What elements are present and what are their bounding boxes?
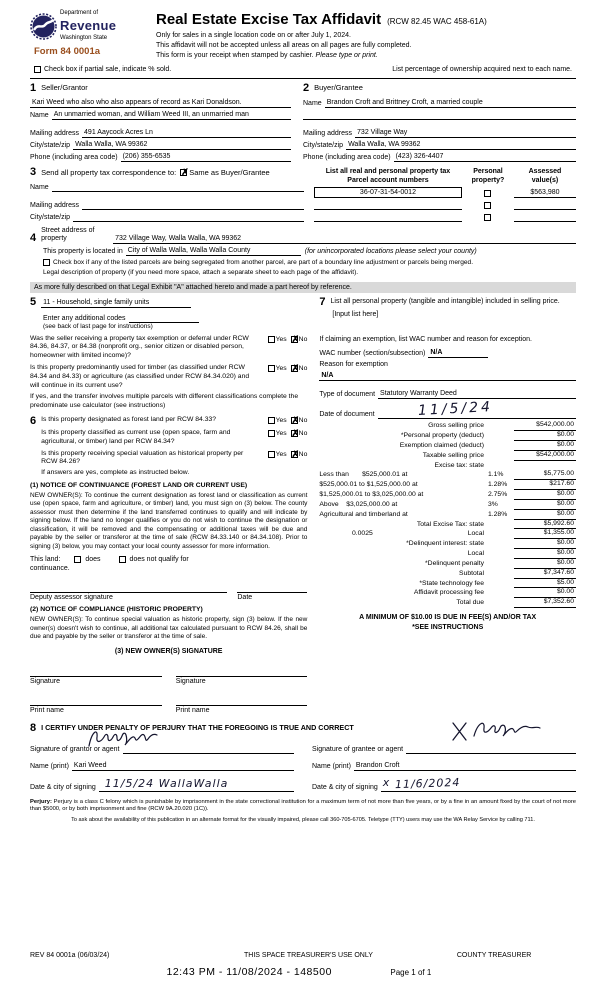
partial-sale-row bbox=[34, 65, 576, 74]
s6-question-1: Is this property designated as forest land per RCW 84.33? bbox=[41, 416, 217, 424]
treasurer-stamp: 12:43 PM - 11/08/2024 - 148500 bbox=[166, 966, 332, 978]
parcel-row bbox=[314, 198, 576, 210]
wac-number-input[interactable]: N/A bbox=[428, 348, 488, 358]
personal-property-label: List all personal property (tangible and intangible) included in selling price. bbox=[330, 298, 560, 306]
seller-mailing-input[interactable]: 491 Aaycock Acres Ln bbox=[82, 128, 291, 138]
fin-label: *Delinquent penalty bbox=[425, 559, 484, 567]
fin-label: Gross selling price bbox=[428, 422, 484, 430]
grantor-signature-input[interactable] bbox=[123, 745, 294, 754]
corr-mailing-input[interactable] bbox=[82, 201, 304, 210]
fin-tier-label: Less than $525,000.01 at bbox=[319, 471, 408, 479]
fin-value[interactable]: $0.00 bbox=[514, 431, 576, 441]
reason-exemption-input[interactable]: N/A bbox=[319, 371, 576, 381]
header-note-1: Only for sales in a single location code on or after July 1, 2024. bbox=[156, 31, 351, 39]
parcel-number-cell[interactable] bbox=[314, 201, 462, 210]
yes-label: Yes bbox=[275, 417, 287, 425]
deputy-date-label: Date bbox=[237, 594, 253, 602]
fin-rate: 1.28% bbox=[487, 481, 508, 489]
dor-logo-block bbox=[30, 10, 150, 60]
assessed-value-cell[interactable] bbox=[514, 221, 576, 222]
fin-label: Local bbox=[467, 530, 484, 538]
buyer-mailing-input[interactable]: 732 Village Way bbox=[355, 128, 576, 138]
send-correspondence-label: Send all property tax correspondence to: bbox=[41, 167, 177, 177]
logo-state-text: Washington State bbox=[60, 34, 108, 41]
fin-value[interactable]: $542,000.00 bbox=[514, 421, 576, 431]
located-in-input[interactable]: City of Walla Walla, Walla Walla County bbox=[126, 246, 301, 256]
fin-label: *Delinquent interest: state bbox=[406, 540, 484, 548]
parcel-number-cell[interactable] bbox=[314, 213, 462, 222]
no-label: No bbox=[298, 364, 308, 372]
fin-value[interactable]: $5,992.60 bbox=[514, 520, 576, 530]
notice-continuance-title: (1) NOTICE OF CONTINUANCE (FOREST LAND OR CURRENT USE) bbox=[30, 482, 248, 490]
s6-q1-no-checkbox[interactable] bbox=[291, 417, 298, 424]
signature-label: Signature bbox=[175, 677, 206, 685]
notice-continuance-body: NEW OWNER(S): To continue the current designation as forest land or classification as current use (open space, farm and agriculture, or timber) land, you must sign on (3) below. The county assessor must then determine if the land transferred continues to qualify and will indicate by signing below. If the land no longer qualifies or you do not wish to continue the designation or classification, it will be removed and the compensating or additional taxes will be due and payable by the seller or transferor at the time of sale (RCW 84.33.140 or 84.34.108). Prior to signing (3) below, you may contact your local county assessor for more information. bbox=[30, 491, 308, 550]
s6-question-2: Is this property classified as current use (open space, farm and agricultural, or timber) land per RCW 84.34? bbox=[41, 428, 231, 445]
fin-tier-label: Above $3,025,000.00 at bbox=[319, 500, 398, 508]
deputy-assessor-signature-input[interactable] bbox=[30, 583, 227, 593]
fin-label: Taxable selling price bbox=[422, 451, 484, 459]
seller-city-label: City/state/zip bbox=[30, 141, 71, 149]
county-treasurer-label: COUNTY TREASURER bbox=[456, 951, 532, 959]
this-land-label: This land: bbox=[30, 555, 61, 563]
exemption-label: If claiming an exemption, list WAC number and reason for exception. bbox=[319, 336, 532, 344]
parcel-row bbox=[314, 186, 576, 198]
section-property-address bbox=[30, 227, 576, 278]
same-as-buyer-checkbox[interactable] bbox=[180, 169, 187, 176]
corr-city-input[interactable] bbox=[73, 213, 304, 222]
treasurer-space-label: THIS SPACE TREASURER'S USE ONLY bbox=[243, 951, 373, 959]
same-as-buyer-label: Same as Buyer/Grantee bbox=[189, 167, 270, 177]
assessed-value-cell[interactable]: $563,980 bbox=[514, 188, 576, 198]
rcw-reference: (RCW 82.45 WAC 458-61A) bbox=[387, 17, 487, 26]
grantor-date-city-label: Date & city of signing bbox=[30, 783, 96, 791]
grantee-date-city-label: Date & city of signing bbox=[312, 783, 378, 791]
section-buyer bbox=[303, 83, 576, 162]
perjury-notice: Perjury: Perjury is a class C felony which is punishable by imprisonment in the state correctional institution for a maximum term of not more than five years, or by a fine in an amount fixed by the court of not more than $5000, or by both imprisonment and fine (RCW 9A.20.020 (1C)). bbox=[30, 798, 576, 813]
local-rate: 0.0025 bbox=[351, 530, 373, 538]
corr-name-input[interactable] bbox=[52, 183, 304, 192]
deputy-date-input[interactable] bbox=[237, 583, 307, 593]
s6-q2-yes-checkbox[interactable] bbox=[268, 430, 275, 437]
page-number: Page 1 of 1 bbox=[390, 968, 432, 977]
partial-sale-checkbox[interactable] bbox=[34, 66, 41, 73]
buyer-mailing-label: Mailing address bbox=[303, 129, 353, 137]
land-does-not-checkbox[interactable] bbox=[119, 556, 126, 563]
fin-label: Total due bbox=[456, 599, 484, 607]
s6-answers-note: If answers are yes, complete as instructed below. bbox=[41, 469, 190, 477]
s5-q2-no-checkbox[interactable] bbox=[291, 365, 298, 372]
owner-signature-2-input[interactable] bbox=[176, 667, 308, 677]
fin-value[interactable]: $7,352.60 bbox=[514, 598, 576, 608]
grantor-date-city-handwritten: 11/5/24 WallaWalla bbox=[104, 776, 229, 790]
page-title: Real Estate Excise Tax Affidavit bbox=[156, 11, 382, 28]
segregated-checkbox[interactable] bbox=[43, 259, 50, 266]
logo-revenue-text: Revenue bbox=[60, 17, 117, 33]
fin-rate: 1.28% bbox=[487, 510, 508, 518]
fin-label: *State technology fee bbox=[419, 579, 484, 587]
seller-mailing-label: Mailing address bbox=[30, 129, 80, 137]
section-2-number: 2 bbox=[303, 81, 310, 94]
fin-value[interactable]: $1,355.00 bbox=[514, 529, 576, 539]
section-3-number: 3 bbox=[30, 165, 37, 178]
seller-name-label: Name bbox=[30, 111, 49, 119]
deputy-assessor-signature-label: Deputy assessor signature bbox=[30, 594, 113, 602]
yes-label: Yes bbox=[275, 450, 287, 458]
street-address-input[interactable]: 732 Village Way, Walla Walla, WA 99362 bbox=[113, 234, 576, 244]
fin-tier-label: Agricultural and timberland at bbox=[319, 510, 408, 518]
parcel-row bbox=[314, 210, 576, 222]
certify-text: I CERTIFY UNDER PENALTY OF PERJURY THAT THE FOREGOING IS TRUE AND CORRECT bbox=[41, 722, 354, 732]
fin-value[interactable]: $0.00 bbox=[514, 510, 576, 520]
s6-q3-no-checkbox[interactable] bbox=[291, 451, 298, 458]
s5-predominate-note: If yes, and the transfer involves multiple parcels with different classifications complete the predominate use calculator (see instructions) bbox=[30, 393, 299, 410]
revenue-logo-icon bbox=[30, 13, 57, 40]
section-personal-property bbox=[319, 297, 576, 308]
buyer-name-input[interactable]: Brandon Croft and Brittney Croft, a married couple bbox=[325, 98, 576, 108]
type-of-document-label: Type of document bbox=[319, 391, 376, 399]
grantor-name-print-input[interactable]: Kari Weed bbox=[72, 761, 294, 771]
s6-q3-yes-checkbox[interactable] bbox=[268, 451, 275, 458]
print-name-label: Print name bbox=[175, 706, 210, 714]
section-land-use bbox=[30, 297, 307, 411]
section-6-number: 6 bbox=[30, 415, 37, 428]
form-header bbox=[30, 10, 576, 60]
fin-value[interactable]: $542,000.00 bbox=[514, 451, 576, 461]
reason-exemption-label: Reason for exemption bbox=[319, 361, 388, 369]
fin-value[interactable]: $0.00 bbox=[514, 549, 576, 559]
minimum-fee-note: A MINIMUM OF $10.00 IS DUE IN FEE(S) AND/OR TAX bbox=[359, 614, 537, 622]
fin-value[interactable]: $0.00 bbox=[514, 490, 576, 500]
additional-codes-label: Enter any additional codes bbox=[43, 314, 126, 322]
buyer-city-input[interactable]: Walla Walla, WA 99362 bbox=[346, 140, 576, 150]
segregated-label: Check box if any of the listed parcels are being segregated from another parcel, are part of a boundary line adjustment or parcels being merged. bbox=[53, 258, 474, 266]
s5-q2-yes-checkbox[interactable] bbox=[268, 365, 275, 372]
yes-label: Yes bbox=[275, 335, 287, 343]
form-revision: REV 84 0001a (06/03/24) bbox=[30, 951, 110, 959]
assessed-value-cell[interactable] bbox=[514, 209, 576, 210]
personal-property-col-header: Personal property? bbox=[471, 167, 505, 184]
grantor-signature-label: Signature of grantor or agent bbox=[30, 745, 120, 753]
legal-exhibit-text: As more fully described on that Legal Exhibit "A" attached hereto and made a part hereof by reference. bbox=[30, 282, 576, 293]
personal-property-checkbox[interactable] bbox=[484, 202, 491, 209]
fin-rate: 2.75% bbox=[487, 491, 508, 499]
fin-value[interactable]: $7,347.60 bbox=[514, 569, 576, 579]
fin-value[interactable]: $0.00 bbox=[514, 539, 576, 549]
seller-phone-input[interactable]: (206) 355-6535 bbox=[121, 152, 291, 162]
section-7-number: 7 bbox=[319, 296, 326, 309]
ownership-percentage-label: List percentage of ownership acquired next to each name. bbox=[392, 65, 572, 73]
grantee-signature bbox=[448, 718, 568, 744]
does-label: does bbox=[85, 555, 101, 563]
located-in-label: This property is located in bbox=[43, 247, 123, 255]
seller-record-line-input[interactable]: Kari Weed who also who also appears of record as Kari Donaldson. bbox=[30, 98, 291, 108]
s5-q1-yes-checkbox[interactable] bbox=[268, 336, 275, 343]
s6-q1-yes-checkbox[interactable] bbox=[268, 417, 275, 424]
accessibility-note: To ask about the availability of this publication in an alternate format for the visually impaired, please call 360-705-6705. Teletype (TTY) users may use the WA Relay Service by calling 711. bbox=[71, 816, 535, 823]
s5-question-1: Was the seller receiving a property tax exemption or deferral under RCW 84.36, 84.37, or 84.38 (nonprofit org., senior citizen or disabled person, homeowner with limited income)? bbox=[30, 334, 249, 360]
grantee-x-mark: x bbox=[382, 775, 391, 789]
buyer-phone-input[interactable]: (423) 326-4407 bbox=[394, 152, 576, 162]
section-tax-correspondence bbox=[30, 167, 576, 222]
section-4-number: 4 bbox=[30, 231, 37, 244]
section-1-number: 1 bbox=[30, 81, 37, 94]
date-of-document-handwritten: 11/5/24 bbox=[417, 399, 493, 420]
parcel-col-header: List all real and personal property tax Parcel account numbers bbox=[325, 167, 451, 184]
personal-property-checkbox[interactable] bbox=[484, 190, 491, 197]
parcel-number-cell[interactable]: 36-07-31-54-0012 bbox=[314, 187, 462, 198]
fin-value[interactable]: $5,775.00 bbox=[514, 470, 576, 480]
grantee-date-city-handwritten: 11/6/2024 bbox=[394, 775, 461, 791]
no-label: No bbox=[298, 417, 308, 425]
seller-title: Seller/Grantor bbox=[41, 82, 88, 92]
fin-label: Subtotal bbox=[459, 569, 484, 577]
fin-label: Local bbox=[467, 550, 484, 558]
grantor-name-print-label: Name (print) bbox=[30, 762, 69, 770]
grantee-signature-input[interactable] bbox=[406, 745, 576, 754]
section-8-number: 8 bbox=[30, 721, 37, 734]
fin-rate: 1.1% bbox=[487, 471, 504, 479]
page-footer bbox=[30, 951, 576, 982]
header-divider bbox=[30, 78, 576, 79]
notice-compliance-title: (2) NOTICE OF COMPLIANCE (HISTORIC PROPERTY) bbox=[30, 606, 203, 614]
fin-label: Total Excise Tax: state bbox=[416, 520, 484, 528]
additional-codes-input[interactable] bbox=[129, 314, 199, 323]
no-label: No bbox=[298, 429, 308, 437]
owner-printname-1-input[interactable] bbox=[30, 696, 162, 706]
seller-name-input[interactable]: An unmarried woman, and William Weed III, an unmarried man bbox=[52, 110, 291, 120]
fin-label: *Personal property (deduct) bbox=[400, 432, 484, 440]
no-label: No bbox=[298, 335, 308, 343]
corr-name-label: Name bbox=[30, 183, 49, 191]
notice-compliance-body: NEW OWNER(S): To continue special valuation as historic property, sign (3) below. If the new owner(s) doesn't wish to continue, all additional tax calculated pursuant to RCW 84.26, shall be due and payable by the seller or transferor at the time of sale. bbox=[30, 616, 308, 640]
fin-value[interactable]: $0.00 bbox=[514, 500, 576, 510]
fin-value[interactable]: $0.00 bbox=[514, 559, 576, 569]
wac-number-label: WAC number (section/subsection) bbox=[319, 350, 426, 358]
located-in-note: (for unincorporated locations please select your county) bbox=[304, 247, 477, 255]
type-of-document-input[interactable]: Statutory Warranty Deed bbox=[378, 389, 576, 399]
fin-label: Affidavit processing fee bbox=[413, 589, 484, 597]
land-use-code-input[interactable]: 11 - Household, single family units bbox=[41, 298, 191, 308]
new-owners-signature-title: (3) NEW OWNER(S) SIGNATURE bbox=[114, 648, 223, 656]
fin-label: Excise tax: state bbox=[434, 461, 484, 469]
grantee-name-print-label: Name (print) bbox=[312, 762, 351, 770]
seller-phone-label: Phone (including area code) bbox=[30, 153, 118, 161]
buyer-title: Buyer/Grantee bbox=[314, 82, 363, 92]
grantee-date-city-input[interactable] bbox=[381, 775, 576, 792]
no-label: No bbox=[298, 450, 308, 458]
owner-printname-2-input[interactable] bbox=[176, 696, 308, 706]
date-of-document-input[interactable] bbox=[378, 399, 576, 420]
s6-question-3: Is this property receiving special valuation as historical property per RCW 84.26? bbox=[41, 449, 244, 466]
fin-value[interactable]: $0.00 bbox=[514, 441, 576, 451]
does-not-label: does not qualify for bbox=[129, 555, 189, 563]
section-certification bbox=[30, 723, 576, 792]
grantee-name-print-input[interactable]: Brandon Croft bbox=[354, 761, 576, 771]
seller-city-input[interactable]: Walla Walla, WA 99362 bbox=[73, 140, 291, 150]
grantor-date-city-input[interactable] bbox=[99, 776, 294, 792]
continuance-label: continuance. bbox=[30, 565, 70, 573]
buyer-city-label: City/state/zip bbox=[303, 141, 344, 149]
section-5-number: 5 bbox=[30, 296, 37, 309]
codes-instructions-note: (see back of last page for instructions) bbox=[43, 323, 153, 331]
header-note-3: This form is your receipt when stamped by cashier. Please type or print. bbox=[156, 51, 378, 59]
land-does-checkbox[interactable] bbox=[74, 556, 81, 563]
grantee-signature-label: Signature of grantee or agent bbox=[312, 745, 404, 753]
legal-description-label: Legal description of property (if you need more space, attach a separate sheet to each page of the affidavit). bbox=[43, 269, 359, 277]
yes-label: Yes bbox=[275, 429, 287, 437]
assessed-value-col-header: Assessed value(s) bbox=[528, 167, 562, 184]
personal-property-checkbox[interactable] bbox=[484, 214, 491, 221]
buyer-name-label: Name bbox=[303, 99, 322, 107]
corr-mailing-label: Mailing address bbox=[30, 201, 80, 209]
fin-label: Exemption claimed (deduct) bbox=[399, 442, 484, 449]
fin-value[interactable]: $217.60 bbox=[514, 480, 576, 490]
see-instructions-note: *SEE INSTRUCTIONS bbox=[412, 624, 484, 632]
s6-q2-no-checkbox[interactable] bbox=[291, 430, 298, 437]
corr-city-label: City/state/zip bbox=[30, 213, 71, 221]
fin-rate: 3% bbox=[487, 500, 498, 508]
fin-tier-label: $525,000.01 to $1,525,000.00 at bbox=[319, 481, 418, 489]
header-note-2: This affidavit will not be accepted unless all areas on all pages are fully completed. bbox=[156, 41, 412, 49]
logo-dept-text: Department of bbox=[60, 10, 99, 16]
s5-question-2: Is this property predominantly used for timber (as classified under RCW 84.34 and 84.33) or agriculture (as classified under RCW 84.34.020) and will continue in its current use? bbox=[30, 363, 250, 389]
street-address-label: Street address of property bbox=[41, 227, 95, 243]
partial-sale-label: Check box if partial sale, indicate % sold. bbox=[44, 65, 172, 73]
owner-signature-1-input[interactable] bbox=[30, 667, 162, 677]
fin-tier-label: $1,525,000.01 to $3,025,000.00 at bbox=[319, 491, 424, 499]
print-name-label: Print name bbox=[30, 706, 64, 714]
personal-property-list-input[interactable]: [Input list here] bbox=[332, 311, 379, 319]
parcel-table bbox=[314, 167, 576, 222]
buyer-phone-label: Phone (including area code) bbox=[303, 153, 391, 161]
buyer-name2-input[interactable] bbox=[303, 111, 576, 120]
section-seller bbox=[30, 83, 303, 162]
fin-value[interactable]: $5.00 bbox=[514, 579, 576, 589]
date-of-document-label: Date of document bbox=[319, 411, 375, 419]
excise-tax-table bbox=[319, 421, 576, 608]
signature-label: Signature bbox=[30, 677, 60, 685]
yes-label: Yes bbox=[275, 364, 287, 372]
form-number: Form 84 0001a bbox=[34, 46, 101, 58]
fin-value[interactable]: $0.00 bbox=[514, 588, 576, 598]
section-classification bbox=[30, 416, 307, 478]
s5-q1-no-checkbox[interactable] bbox=[291, 336, 298, 343]
